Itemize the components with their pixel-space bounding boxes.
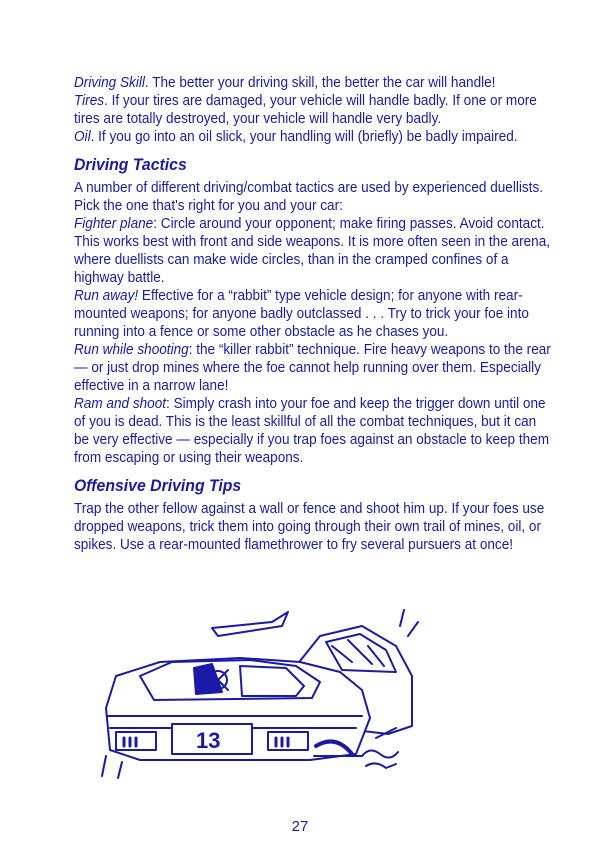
lead-term: Run away! xyxy=(74,288,139,304)
paragraph-oil: Oil. If you go into an oil slick, your handling will (briefly) be badly impaired. xyxy=(74,129,518,145)
paragraph-driving-skill: Driving Skill. The better your driving skill, the better the car will handle! xyxy=(74,75,496,91)
paragraph-offensive-tips: Trap the other fellow against a wall or fence and shoot him up. If your foes use dropped weapons, trick them into going through their own trail of mines, oil, or spikes. Use a rear-mounted flamethrower to fry several pursuers at once! xyxy=(74,501,545,553)
handling-section xyxy=(74,74,554,146)
lead-term: Oil xyxy=(74,129,91,145)
heading-driving-tactics: Driving Tactics xyxy=(74,155,187,174)
lead-term: Run while shooting xyxy=(74,342,189,358)
paragraph-ram-and-shoot: Ram and shoot: Simply crash into your foe and keep the trigger down until one of you is dead. This is the least skillful of all the combat techniques, but it can be very effective — especially if you trap foes against an obstacle to keep them from escaping or using their weapons. xyxy=(74,396,550,466)
page-number: 27 xyxy=(291,818,309,835)
lead-term: Ram and shoot xyxy=(74,396,167,412)
paragraph-fighter-plane: Fighter plane: Circle around your opponent; make firing passes. Avoid contact. This works best with front and side weapons. It is more often seen in the arena, where duellists can make wide circles, than in the cramped confines of a highway battle. xyxy=(74,216,551,286)
armored-car-illustration xyxy=(100,606,420,786)
paragraph-tactics-intro: A number of different driving/combat tactics are used by experienced duellists. Pick the one that's right for you and your car: xyxy=(74,180,543,214)
paragraph-tires: Tires. If your tires are damaged, your vehicle will handle badly. If one or more tires are totally destroyed, your vehicle will handle very badly. xyxy=(74,93,537,127)
paragraph-run-while-shooting: Run while shooting: the “killer rabbit” technique. Fire heavy weapons to the rear — or just drop mines where the foe cannot help running over them. Especially effective in a narrow lane! xyxy=(74,342,551,394)
heading-offensive-driving-tips: Offensive Driving Tips xyxy=(74,476,242,495)
page-content xyxy=(74,74,554,554)
car-number-label: 13 xyxy=(196,728,221,753)
paragraph-run-away: Run away! Effective for a “rabbit” type vehicle design; for anyone with rear-mounted weapons; for anyone badly outclassed . . . Try to trick your foe into running into a fence or some other obstacle as he chases you. xyxy=(74,288,529,340)
lead-term: Fighter plane xyxy=(74,216,154,232)
lead-term: Driving Skill xyxy=(74,75,145,91)
lead-term: Tires xyxy=(74,93,105,109)
